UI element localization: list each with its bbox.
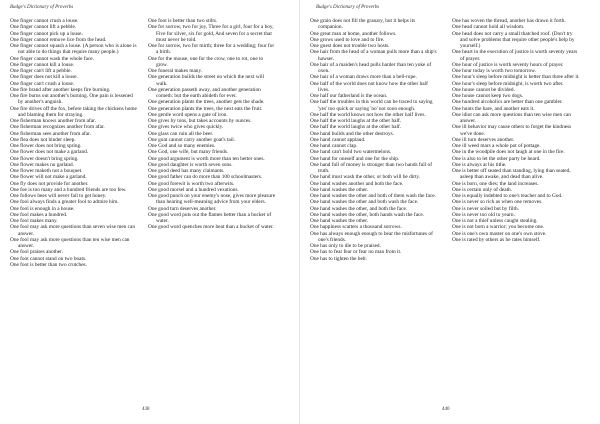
proverb-entry: One house cannot be divided. (452, 86, 515, 93)
proverb-entry: One is never too old to yearn. (452, 211, 515, 218)
proverb-entry: One is not born a warrior; you become one. (452, 224, 545, 231)
proverb-entry: One flower makes no garland. (10, 161, 74, 168)
proverb-entry: One is not a thief unless caught stealing. (452, 218, 538, 224)
proverb-entry: One hunts the hare, and another eats it. (452, 105, 535, 112)
proverb-entry: One fool is enough in a house. (10, 205, 75, 212)
proverb-entry: One grows used to love and to fire. (310, 36, 385, 43)
right-column (452, 18, 580, 243)
proverb-entry: One hand cannot clap. (310, 143, 358, 149)
proverb-entry: One hand washes the other and both of them wash the face. (310, 193, 436, 199)
proverb-entry: One hand washes the other, and both the face. (310, 205, 408, 212)
proverb-entry: One hair of a maiden's head pulls harder than ten yoke of oxen. (310, 61, 432, 74)
proverb-entry: One finger can't lift a pebble. (10, 68, 72, 74)
proverb-entry: One has woven the thread, another has drawn it forth. (452, 18, 566, 24)
proverb-entry: One has always enough enough to bear the misfortunes of one's friends. (310, 230, 433, 243)
proverb-entry: One fisherman knows another from afar. (10, 118, 96, 124)
gutter-divider (299, 0, 300, 424)
proverb-entry: One finger does not kill a louse. (10, 74, 78, 81)
proverb-entry: One hand must wash the other, or both will be dirty. (310, 174, 421, 181)
proverb-entry: One fool makes a hundred. (10, 211, 68, 218)
proverb-entry: One fire brand after another keeps fire burning. (10, 86, 111, 93)
proverb-entry: One hour today is worth two tomorrow. (452, 68, 536, 74)
proverb-entry: One head does not carry a small thatched roof. (Don't try and solve problems that require other people's help by yourself.) (452, 30, 575, 49)
proverb-entry: One foe is too many and a hundred friends are too few. (10, 186, 127, 193)
proverb-entry: One hundred alcoholics are better than one gambler. (452, 99, 563, 106)
proverb-entry: One head cannot hold all wisdom. (452, 24, 525, 31)
proverb-entry: One good deed has many claimants. (148, 168, 225, 174)
proverb-entry: One is equally indebted to one's teacher and to God. (452, 193, 563, 199)
proverb-entry: One fire burns out another's burning. One pain is lessened by another's anguish. (10, 93, 133, 106)
proverb-entry: One foot is better than two stilts. (148, 18, 218, 24)
proverb-entry: One hand builds and the other destroys. (310, 130, 394, 137)
proverb-entry: One fool may ask more questions than ten wise men can answer. (10, 236, 130, 249)
proverb-entry: One good argument is worth more than ten better ones. (148, 155, 265, 162)
proverb-entry: One fool praises another. (10, 249, 63, 256)
proverb-entry: One foot is better than two crutches. (10, 261, 87, 268)
proverb-entry: One hair from the head of a woman pulls more than a ship's hawser. (310, 49, 437, 62)
proverb-entry: One half our fatherland is the ocean. (310, 93, 388, 99)
proverb-entry: One finger cannot squash a louse. (A person who is alone is not able to do things that require many people.) (10, 43, 137, 56)
proverb-entry: One is never so rich as when one removes. (452, 199, 543, 206)
proverb-entry: One fool may ask more questions than seven wise men can answer. (10, 224, 136, 237)
proverb-entry: One finger cannot pick up a louse. (10, 30, 83, 37)
proverb-entry: One is always at his tithe. (452, 161, 507, 168)
proverb-entry: One fool makes many. (10, 218, 58, 224)
proverb-entry: One ill turn deserves another. (452, 136, 515, 143)
proverb-entry: One is never soiled but by filth. (452, 205, 519, 212)
proverb-entry: One good turn deserves another. (148, 205, 217, 212)
proverb-entry: One funeral makes many. (148, 68, 203, 74)
proverb-entry: One hand washes the other and both wash the face. (310, 199, 419, 206)
proverb-entry: One half the world knows not how the other half lives. (310, 111, 426, 118)
proverb-entry: One good word puts out the flames better than a bucket of water. (148, 211, 272, 224)
proverb-entry: One heart in the execution of justice is worth seventy years of prayer. (452, 49, 578, 62)
left-column (10, 18, 138, 268)
proverb-entry: One foot cannot stand on two boats. (10, 255, 87, 262)
proverb-entry: One in the woodpile does not laugh at one in the fire. (452, 149, 565, 156)
proverb-entry: One finger cannot lift a pebble. (10, 24, 77, 31)
proverb-entry: One has only to die to be praised. (310, 243, 381, 249)
proverb-entry: One half the world laughs at the other half. (310, 124, 402, 131)
right-page (306, 0, 596, 424)
proverb-entry: One fly does not provide for another. (10, 180, 89, 187)
proverb-entry: One good father can do more than 100 schoolmasters. (148, 174, 263, 181)
proverb-entry: One finger cannot kill a louse. (10, 61, 75, 68)
proverb-entry: One hand full of money is stronger than two hands full of truth. (310, 161, 432, 174)
proverb-entry: One generation plants the trees, the next eats the fruit. (148, 105, 263, 112)
proverb-entry: One is better off seated than standing, lying than seated, asleep than awake, and dead than alive. (452, 168, 571, 181)
proverb-entry: One hand cannot applaud. (310, 136, 366, 143)
proverb-entry: One flower does not make a garland. (10, 149, 89, 156)
proverb-entry: One generation builds the street on which the next will walk. (148, 74, 265, 87)
proverb-entry: One is born, one dies; the land increases. (452, 180, 539, 187)
proverb-entry: One goat cannot carry another goat's tail. (148, 136, 235, 143)
proverb-entry: One good morsel and a hundred vexations. (148, 186, 239, 193)
proverb-entry: One hour's sleep before midnight is better than three after it. (452, 74, 580, 81)
proverb-entry: One is one's own master on one's own stove. (452, 230, 547, 237)
proverb-entry: One flower maketh not a bouquet. (10, 168, 83, 174)
proverb-entry: One God, one wife, but many friends. (148, 149, 229, 156)
proverb-entry: One good daughter is worth seven sons. (148, 161, 233, 168)
proverb-entry: One flower does not bring spring. (10, 143, 82, 149)
proverb-entry: One generation passeth away, and another generation cometh: but the earth abideth for ever. (148, 86, 261, 99)
running-head: Budge's Dictionary of Proverbs (316, 5, 380, 10)
proverb-entry: One for sorrow, two for mirth; three for a wedding; four for a birth. (148, 43, 275, 56)
proverb-entry: One for sorrow, two for joy, Three for a girl, four for a boy, Five for silver, six for gold, And seven for a secret that must never be told. (148, 24, 274, 43)
proverb-entry: One half the troubles in this world can be traced to saying 'yes' too quick or saying 'no' not soon enough. (310, 99, 433, 112)
proverb-entry: One glass can ruin all the beer. (148, 130, 214, 137)
proverb-entry: One half of the world does not know how the other half lives. (310, 80, 428, 93)
proverb-entry: One ill weed mars a whole pot of pottage. (452, 143, 541, 149)
proverb-entry: One happiness scatters a thousand sorrows. (310, 224, 402, 231)
left-page (0, 0, 290, 424)
proverb-entry: One good forewit is worth two afterwits. (148, 180, 235, 187)
proverb-entry: One hand can't hold two watermelons. (310, 149, 392, 156)
left-column (310, 18, 438, 262)
proverb-entry: One flower doesn't bring spring. (10, 155, 79, 162)
proverb-entry: One guest does not trouble two hosts. (310, 43, 390, 49)
page-number: 438 (142, 407, 150, 412)
proverb-entry: One hour of justice is worth seventy hours of prayer. (452, 61, 564, 68)
proverb-entry: One is certain only of death. (452, 186, 513, 193)
proverb-entry: One hand washes the other. (310, 218, 369, 224)
proverb-entry: One hand washes the other. (310, 186, 369, 193)
proverb-entry: One flea does not hinder sleep. (10, 136, 76, 143)
proverb-entry: One half the world laughs at the other half. (310, 118, 402, 124)
right-column (148, 18, 276, 231)
proverb-entry: One finger cannot wash the whole face. (10, 55, 94, 62)
proverb-entry: One is also to let the other party be heard. (452, 155, 541, 162)
proverb-entry: One finger cannot remove lice from the head. (10, 36, 107, 43)
proverb-entry: One has to fear fear or fear no man from it. (310, 249, 402, 256)
proverb-entry: One grain does not fill the granary, but it helps its companion. (310, 18, 416, 31)
proverb-entry: One good word quenches more heat than a bucket of water. (148, 224, 274, 231)
proverb-entry: One ill behavior may cause others to forget the kindness we've done. (452, 124, 572, 137)
proverb-entry: One hand washes another and both the face. (310, 180, 404, 187)
proverb-entry: One hand for oneself and one for the ship. (310, 155, 400, 162)
proverb-entry: One gives by tons, but takes accounts by ounces. (148, 118, 252, 124)
proverb-entry: One fool always finds a greater fool to admire him. (10, 199, 119, 206)
proverb-entry: One has to tighten the belt. (310, 255, 368, 262)
proverb-entry: One great man at home, another follows. (310, 30, 397, 37)
proverb-entry: One God and so many enemies. (148, 143, 216, 149)
proverb-entry: One fire drives off the fox, before taking the chickens home and blaming them for straying. (10, 105, 137, 118)
proverb-entry: One fisherman recognizes another from afar. (10, 124, 105, 131)
proverb-entry: One gentle word opens a gate of iron. (148, 111, 228, 118)
proverb-entry: One hair of a woman draws more than a bell-rope. (310, 74, 417, 81)
proverb-entry: One house cannot keep two dogs. (452, 93, 524, 99)
proverb-entry: One follows bees will never fail to get honey. (10, 193, 107, 199)
running-head: Budge's Dictionary of Proverbs (10, 5, 74, 10)
proverb-entry: One hand washes the other, both hands wash the face. (310, 211, 425, 218)
proverb-entry: One idiot can ask more questions than ten wise men can answer. (452, 111, 571, 124)
proverb-entry: One good punch on your enemy's nose, gives more pleasure than hearing well-meaning advice from your elders. (148, 193, 276, 206)
proverb-entry: One flower will not make a garland. (10, 174, 87, 181)
proverb-entry: One fisherman sees another from afar. (10, 130, 91, 137)
page-number: 440 (442, 407, 450, 412)
proverb-entry: One hour's sleep before midnight, is worth two after. (452, 80, 564, 87)
proverb-entry: One for the mouse, one for the crow, one to rot, one to grow. (148, 55, 264, 68)
proverb-entry: One generation plants the trees, another gets the shade. (148, 99, 265, 106)
proverb-entry: One finger cannot crush a louse. (10, 18, 79, 24)
proverb-entry: One is rated by others as he rates himself. (452, 236, 541, 243)
proverb-entry: One finger can't crush a louse. (10, 80, 75, 87)
proverb-entry: One gives twice who gives quickly. (148, 124, 224, 131)
